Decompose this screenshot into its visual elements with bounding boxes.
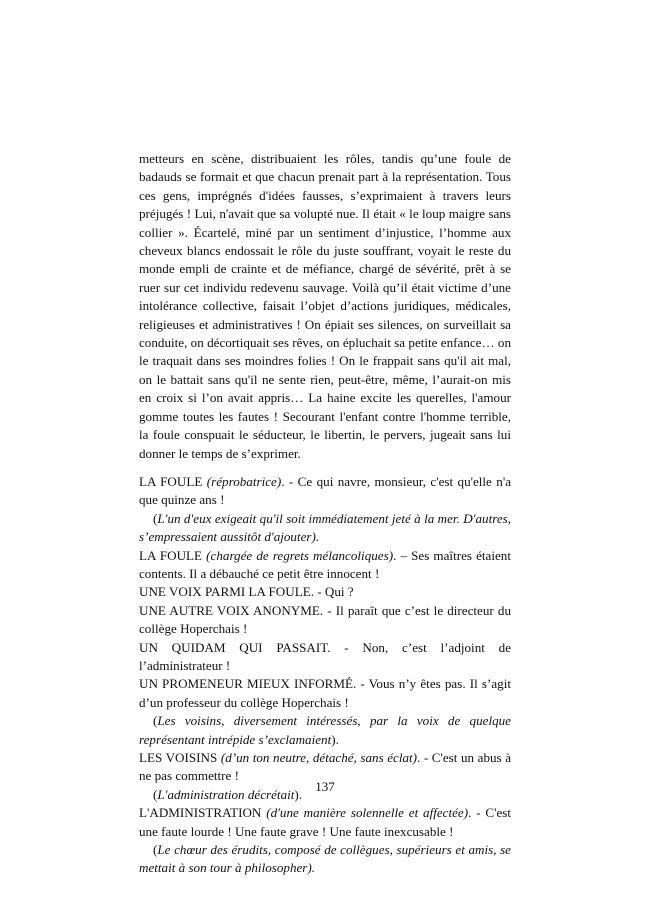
page-text	[139, 150, 511, 878]
stage-direction: (d’un ton neutre, détaché, sans éclat)	[220, 750, 418, 765]
page-number: 137	[315, 779, 335, 794]
stage-direction-text: Les voisins, diversement intéressés, par la voix de quelque représentant intrépide s’exclamaient	[139, 713, 511, 747]
speech-text: . - C'est un abus à ne pas commettre !	[139, 750, 512, 784]
speech-text: . - Non, c’est l’adjoint de l’administrateur !	[139, 639, 511, 673]
stage-direction-paragraph: (Les voisins, diversement intéressés, par la voix de quelque représentant intrépide s’exclamaient).	[139, 713, 511, 747]
speech-text: . - Qui ?	[310, 584, 354, 600]
dialogue-line	[139, 804, 511, 841]
narrative-paragraph: metteurs en scène, distribuaient les rôles, tandis qu’une foule de badauds se formait et que chacun prenait part à la représentation. Tous ces gens, imprégnés d'idées fausses, s’exprimaient à travers leurs préjugés ! Lui, n'avait que sa volupté nue. Il était « le loup maigre sans collier ». Écartelé, miné par un sentiment d’injustice, l’homme aux cheveux blancs endossait le rôle du juste souffrant, voyait le reste du monde empli de crainte et de méfiance, chargé de sévérité, prêt à se ruer sur cet individu redevenu sauvage. Voilà qu’il était victime d’une intolérance collective, faisait l’objet d’actions juridiques, médicales, religieuses et administratives ! On épiait ses silences, on surveillait sa conduite, on décortiquait ses rêves, on épluchait sa petite enfance… on le traquait dans ses moindres folies ! On le frappait sans qu'il ait mal, on le battait sans qu'il ne sente rien, peut-être, même, l’aurait-on mis en croix si l’on avait appris… La haine excite les querelles, l'amour gomme toutes les fautes ! Secourant l'enfant contre l'homme terrible, la foule conspuait le séducteur, le libertin, le pervers, jugeait sans lui donner le temps de s’exprimer.	[139, 151, 511, 461]
speaker-name: LES VOISINS	[139, 750, 218, 765]
stage-direction-text: L'un d'eux exigeait qu'il soit immédiatement jeté à la mer. D'autres, s’empressaient aussitôt d'ajouter).	[139, 510, 511, 545]
speaker-name: L'ADMINISTRATION	[139, 805, 262, 821]
speech-text: . - Il paraît que c’est le directeur du collège Hoperchais !	[139, 602, 511, 637]
speaker-name: LA FOULE	[139, 547, 203, 563]
dialogue-section	[139, 473, 511, 878]
speech-text: . - Vous n’y êtes pas. Il s’agit d’un professeur du collège Hoperchais !	[139, 676, 511, 710]
dialogue-line	[139, 602, 511, 639]
stage-direction-paragraph: (Le chœur des érudits, composé de collègues, supérieurs et amis, se mettait à son tour à philosopher).	[139, 842, 511, 876]
speech-text: . - C'est une faute lourde ! Une faute grave ! Une faute inexcusable !	[139, 805, 511, 839]
dialogue-line	[139, 639, 511, 676]
speaker-name: LA FOULE	[139, 473, 203, 489]
dialogue-line	[139, 675, 511, 712]
dialogue-line	[139, 547, 511, 584]
stage-direction: (chargée de regrets mélancoliques)	[206, 547, 394, 563]
speaker-name: UN QUIDAM QUI PASSAIT	[139, 639, 328, 655]
speaker-name: UNE AUTRE VOIX ANONYME	[139, 602, 320, 618]
speech-text: . – Ses maîtres étaient contents. Il a débauché ce petit être innocent !	[139, 547, 511, 581]
stage-direction-paragraph: (L'administration décrétait).	[153, 786, 303, 802]
stage-direction: (réprobatrice)	[206, 473, 282, 489]
dialogue-line	[139, 583, 511, 601]
stage-direction-paragraph: (L'un d'eux exigeait qu'il soit immédiatement jeté à la mer. D'autres, s’empressaient aussitôt d'ajouter).	[139, 510, 511, 545]
speaker-name: UN PROMENEUR MIEUX INFORMÉ	[139, 676, 353, 692]
stage-direction-text: Le chœur des érudits, composé de collègues, supérieurs et amis, se mettait à son tour à philosopher).	[139, 842, 511, 876]
dialogue-line	[139, 473, 511, 510]
speaker-name: UNE VOIX PARMI LA FOULE	[139, 584, 311, 600]
stage-direction-text: L'administration décrétait	[157, 786, 295, 802]
stage-direction: (d'une manière solennelle et affectée)	[266, 805, 469, 821]
speech-text: . - Ce qui navre, monsieur, c'est qu'elle n'a que quinze ans !	[139, 473, 512, 508]
